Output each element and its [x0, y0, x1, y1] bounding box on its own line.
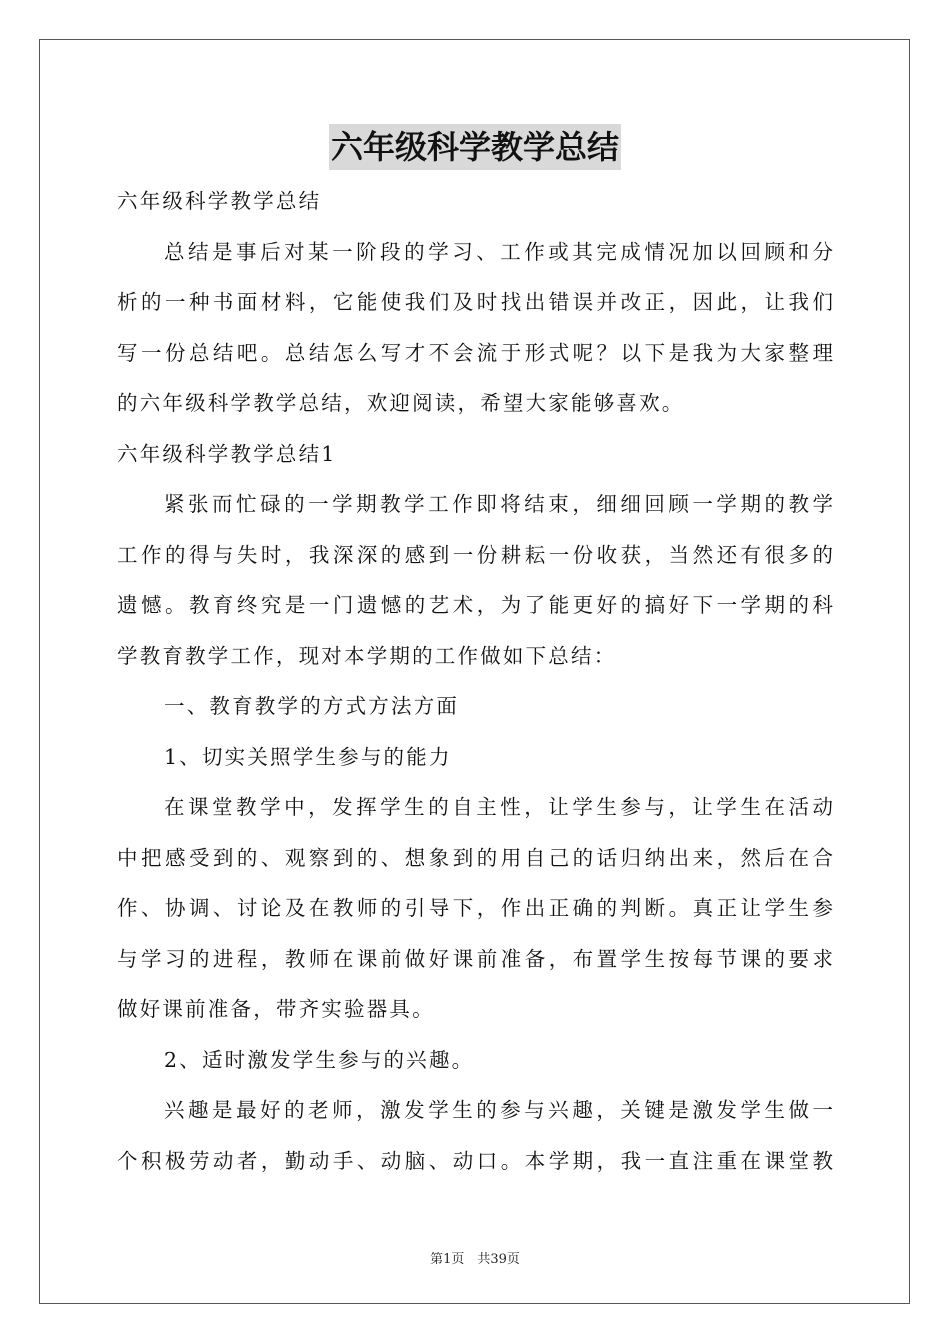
title-container: [0, 124, 950, 170]
subsection-heading: 2、适时激发学生参与的兴趣。: [164, 1047, 475, 1072]
section-heading: 六年级科学教学总结1: [117, 441, 337, 466]
paragraph-line: 紧张而忙碌的一学期教学工作即将结束，细细回顾一学期的教学: [164, 492, 833, 516]
paragraph-line: 个积极劳动者，勤动手、动脑、动口。本学期，我一直注重在课堂教: [117, 1148, 833, 1173]
paragraph-line: 学教育教学工作，现对本学期的工作做如下总结：: [117, 643, 617, 668]
subtitle-line: 六年级科学教学总结: [117, 189, 322, 213]
paragraph-line: 写一份总结吧。总结怎么写才不会流于形式呢？以下是我为大家整理: [117, 340, 833, 365]
paragraph-line: 作、协调、讨论及在教师的引导下，作出正确的判断。真正让学生参: [117, 896, 833, 920]
paragraph-line: 遗憾。教育终究是一门遗憾的艺术，为了能更好的搞好下一学期的科: [117, 593, 833, 617]
paragraph-line: 兴趣是最好的老师，激发学生的参与兴趣，关键是激发学生做一: [164, 1098, 833, 1122]
document-body: [117, 176, 833, 1186]
paragraph-line: 与学习的进程，教师在课前做好课前准备，布置学生按每节课的要求: [117, 946, 833, 971]
paragraph-line: 在课堂教学中，发挥学生的自主性，让学生参与，让学生在活动: [164, 795, 833, 819]
paragraph-line: 的六年级科学教学总结，欢迎阅读，希望大家能够喜欢。: [117, 391, 685, 415]
paragraph-line: 中把感受到的、观察到的、想象到的用自己的话归纳出来，然后在合: [117, 845, 833, 870]
paragraph-line: 做好课前准备，带齐实验器具。: [117, 997, 435, 1021]
page-footer: 第1页 共39页: [430, 1252, 520, 1267]
paragraph-line: 总结是事后对某一阶段的学习、工作或其完成情况加以回顾和分: [164, 239, 833, 264]
subsection-heading: 1、切实关照学生参与的能力: [164, 744, 452, 769]
paragraph-line: 工作的得与失时，我深深的感到一份耕耘一份收获，当然还有很多的: [117, 542, 833, 567]
section-heading: 一、教育教学的方式方法方面: [164, 694, 460, 718]
document-title: 六年级科学教学总结: [329, 124, 621, 170]
paragraph-line: 析的一种书面材料，它能使我们及时找出错误并改正，因此，让我们: [117, 290, 833, 314]
